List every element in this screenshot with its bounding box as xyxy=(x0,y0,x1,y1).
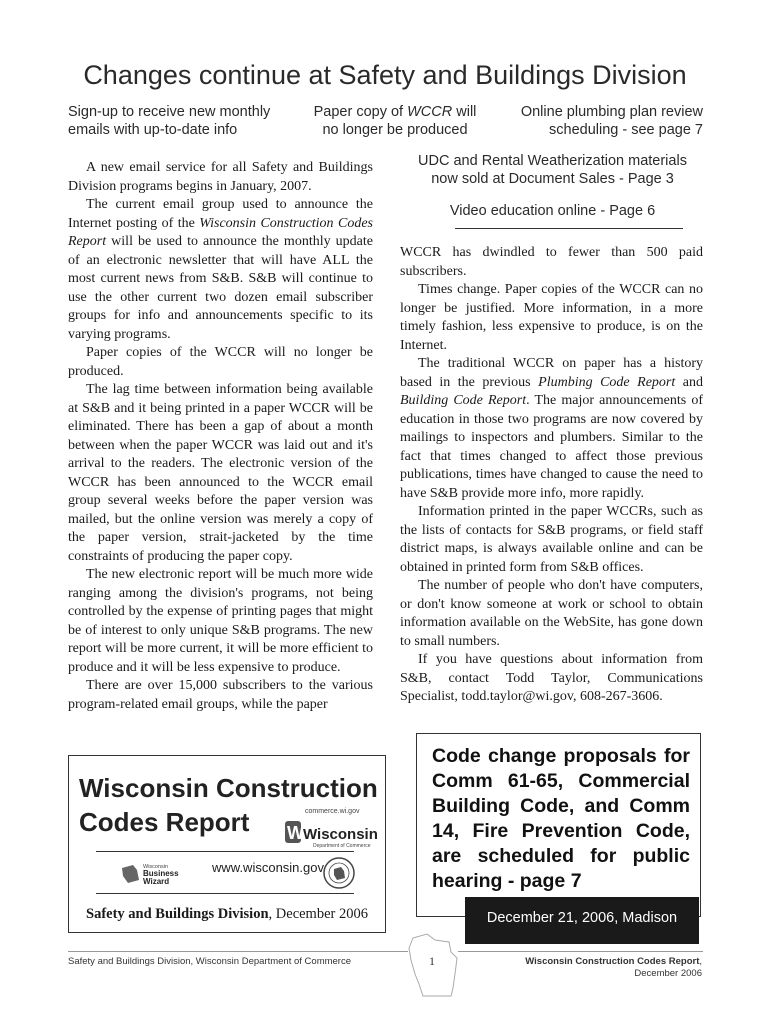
footer-left-text: Safety and Buildings Division, Wisconsin Department of Commerce xyxy=(68,956,352,967)
paragraph: There are over 15,000 subscribers to the various program-related email groups, while the paper xyxy=(68,678,373,712)
teaser-line: now sold at Document Sales - Page 3 xyxy=(431,171,674,187)
business-wizard-logo-icon xyxy=(119,860,199,886)
teaser-plumbing-review xyxy=(505,103,703,139)
business-wizard-small-text: Wisconsin xyxy=(143,864,169,870)
website-url: www.wisconsin.gov xyxy=(212,860,324,875)
teaser-email-signup xyxy=(68,103,288,139)
teaser-line: Sign-up to receive new monthly xyxy=(68,104,271,120)
hearing-date-bar: December 21, 2006, Madison xyxy=(465,897,699,944)
wisconsin-commerce-logo-icon xyxy=(283,809,378,849)
footer-divider xyxy=(68,951,408,952)
business-wizard-line1: Business xyxy=(143,869,179,878)
division-issue-line: Safety and Buildings Division, December 2006 xyxy=(86,906,368,922)
teaser-paper-copy xyxy=(300,103,490,139)
business-wizard-line2: Wizard xyxy=(143,877,170,886)
paragraph: The lag time between information being available at S&B and it being printed in a paper WCCR will be eliminated. There has been a gap of about a month between when the paper WCCR was laid out and it's arrival to the readers. The electronic version of the WCCR has been announced to the WCCR email group several weeks before the paper version was mailed, but the online version was merely a copy of the paper version, strait-jacketed by the time constraints of producing the paper copy. xyxy=(68,382,373,564)
paragraph: Times change. Paper copies of the WCCR can no longer be justified. More information, in a more timely fashion, less expensive to produce, is on the Internet. xyxy=(400,282,703,353)
page-title: Changes continue at Safety and Buildings Division xyxy=(83,60,687,90)
paragraph: If you have questions about information from S&B, contact Todd Taylor, Communications Specialist, todd.taylor@wi.gov, 608-267-3606. xyxy=(400,652,703,704)
department-logo-text: Department of Commerce xyxy=(313,843,371,849)
paragraph: The number of people who don't have computers, or don't know someone at work or school to obtain information available on the WebSite, has gone down to small numbers. xyxy=(400,578,703,649)
teaser-video-education: Video education online - Page 6 xyxy=(449,203,656,219)
paragraph: The traditional WCCR on paper has a history based in the previous Plumbing Code Report and Building Code Report. The major announcements of education in those two programs are now covered by mailings to inspectors and plumbers. Similar to the fact that times changed to affect those previous publications, times have changed to cause the need to have S&B provide more info, more rapidly. xyxy=(400,356,703,501)
commerce-url: commerce.wi.gov xyxy=(305,808,360,815)
paragraph: The new electronic report will be much more wide ranging among the division's programs, not being controlled by the expense of printing pages that might be of interest to only unique S&B programs. The new report will be more current, it will be more efficient to produce and it will be less expensive to produce. xyxy=(68,567,373,675)
teaser-line: no longer be produced xyxy=(322,122,468,138)
masthead-title: Wisconsin Construction Codes Report xyxy=(79,773,378,837)
divider xyxy=(96,851,354,852)
divider xyxy=(96,893,354,894)
page-number: 1 xyxy=(429,954,435,968)
article-left-column xyxy=(68,159,373,714)
teaser-line: emails with up-to-date info xyxy=(68,122,238,138)
masthead-box xyxy=(68,755,386,933)
state-seal-icon xyxy=(322,856,356,890)
paragraph: Paper copies of the WCCR will no longer be produced. xyxy=(68,345,373,379)
footer-right-text: Wisconsin Construction Codes Report, December 2006 xyxy=(525,956,702,979)
teaser-line: UDC and Rental Weatherization materials xyxy=(418,153,687,169)
paragraph: A new email service for all Safety and Buildings Division programs begins in January, 2007. xyxy=(68,160,373,194)
wisconsin-logo-text: Wisconsin xyxy=(303,826,378,843)
divider xyxy=(455,228,683,229)
paragraph: WCCR has dwindled to fewer than 500 paid subscribers. xyxy=(400,245,703,279)
teaser-line: scheduling - see page 7 xyxy=(549,122,703,138)
teaser-line: Paper copy of WCCR will xyxy=(313,104,477,120)
teaser-udc-materials xyxy=(400,152,705,188)
paragraph: Information printed in the paper WCCRs, such as the lists of contacts for S&B programs, or field staff district maps, is always available online and can be obtained in printed form from S&B offices. xyxy=(400,504,703,575)
hearing-notice-text: Code change proposals for Comm 61-65, Commercial Building Code, and Comm 14, Fire Prevention Code, are scheduled for public hearing - page 7 xyxy=(432,745,690,892)
paragraph: The current email group used to announce the Internet posting of the Wisconsin Construction Codes Report will be used to announce the monthly update of an electronic newsletter that will have ALL the most current news from S&B. S&B will continue to use the other current two dozen email subscriber groups for info and announcements specific to its varying programs. xyxy=(68,197,373,342)
svg-text:W: W xyxy=(287,823,304,843)
footer-divider xyxy=(458,951,703,952)
teaser-line: Online plumbing plan review xyxy=(520,104,703,120)
hearing-notice-box xyxy=(416,733,701,917)
article-right-column xyxy=(400,244,703,707)
